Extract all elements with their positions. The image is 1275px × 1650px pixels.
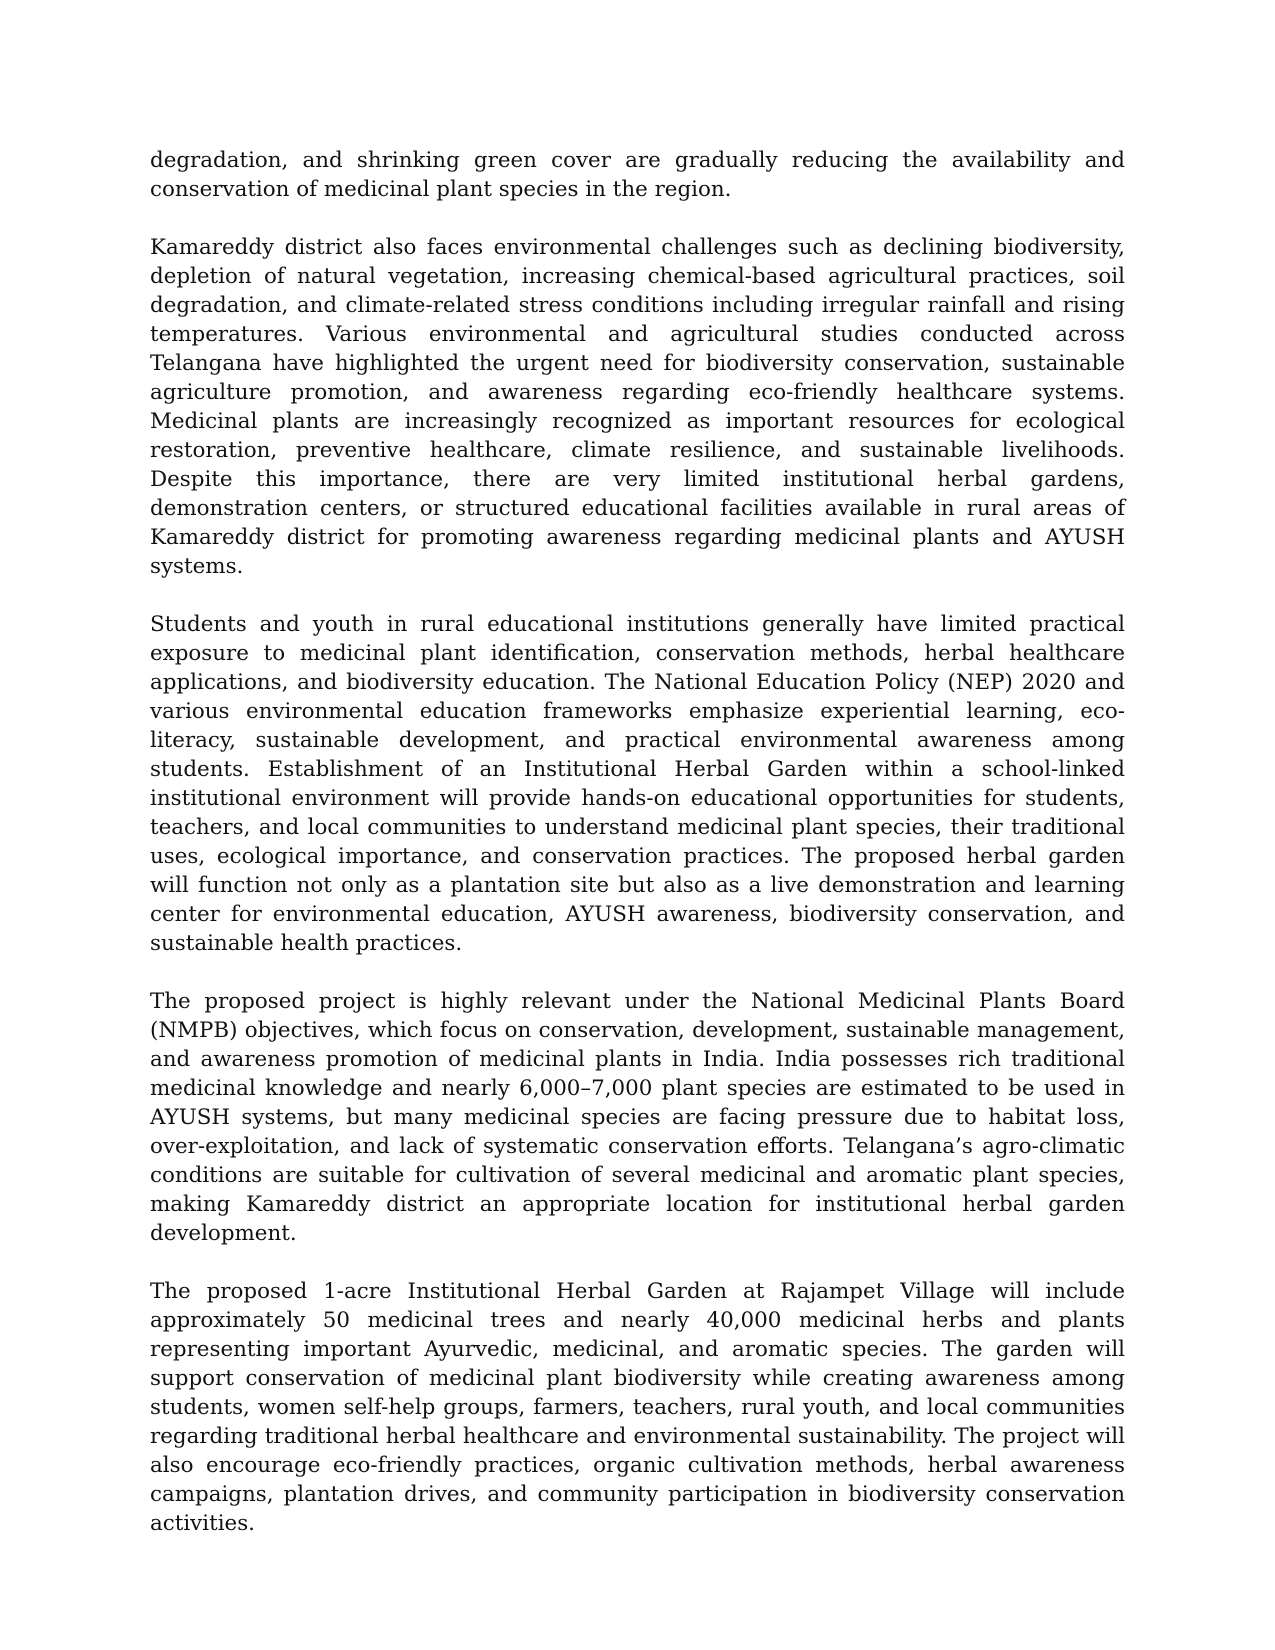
paragraph-4: The proposed project is highly relevant under the National Medicinal Plants Board (NMPB) objectives, which focus on conservation, development, sustainable management, and awareness promotion of medicinal plants in India. India possesses rich traditional medicinal knowledge and nearly 6,000–7,000 plant species are estimated to be used in AYUSH systems, but many medicinal species are facing pressure due to habitat loss, over-exploitation, and lack of systematic conservation efforts. Telangana’s agro-climatic conditions are suitable for cultivation of several medicinal and aromatic plant species, making Kamareddy district an appropriate location for institutional herbal garden development. [150, 989, 1125, 1246]
paragraph-1: degradation, and shrinking green cover are gradually reducing the availability and conservation of medicinal plant species in the region. [150, 148, 1125, 202]
paragraph-2: Kamareddy district also faces environmental challenges such as declining biodiversity, depletion of natural vegetation, increasing chemical-based agricultural practices, soil degradation, and climate-related stress conditions including irregular rainfall and rising temperatures. Various environmental and agricultural studies conducted across Telangana have highlighted the urgent need for biodiversity conservation, sustainable agriculture promotion, and awareness regarding eco-friendly healthcare systems. Medicinal plants are increasingly recognized as important resources for ecological restoration, preventive healthcare, climate resilience, and sustainable livelihoods. Despite this importance, there are very limited institutional herbal gardens, demonstration centers, or structured educational facilities available in rural areas of Kamareddy district for promoting awareness regarding medicinal plants and AYUSH systems. [150, 235, 1125, 579]
paragraph-5: The proposed 1-acre Institutional Herbal Garden at Rajampet Village will include approximately 50 medicinal trees and nearly 40,000 medicinal herbs and plants representing important Ayurvedic, medicinal, and aromatic species. The garden will support conservation of medicinal plant biodiversity while creating awareness among students, women self-help groups, farmers, teachers, rural youth, and local communities regarding traditional herbal healthcare and environmental sustainability. The project will also encourage eco-friendly practices, organic cultivation methods, herbal awareness campaigns, plantation drives, and community participation in biodiversity conservation activities. [150, 1279, 1125, 1536]
paragraph-3: Students and youth in rural educational institutions generally have limited practical exposure to medicinal plant identification, conservation methods, herbal healthcare applications, and biodiversity education. The National Education Policy (NEP) 2020 and various environmental education frameworks emphasize experiential learning, eco-literacy, sustainable development, and practical environmental awareness among students. Establishment of an Institutional Herbal Garden within a school-linked institutional environment will provide hands-on educational opportunities for students, teachers, and local communities to understand medicinal plant species, their traditional uses, ecological importance, and conservation practices. The proposed herbal garden will function not only as a plantation site but also as a live demonstration and learning center for environmental education, AYUSH awareness, biodiversity conservation, and sustainable health practices. [150, 612, 1125, 956]
body-text [150, 146, 1125, 1538]
